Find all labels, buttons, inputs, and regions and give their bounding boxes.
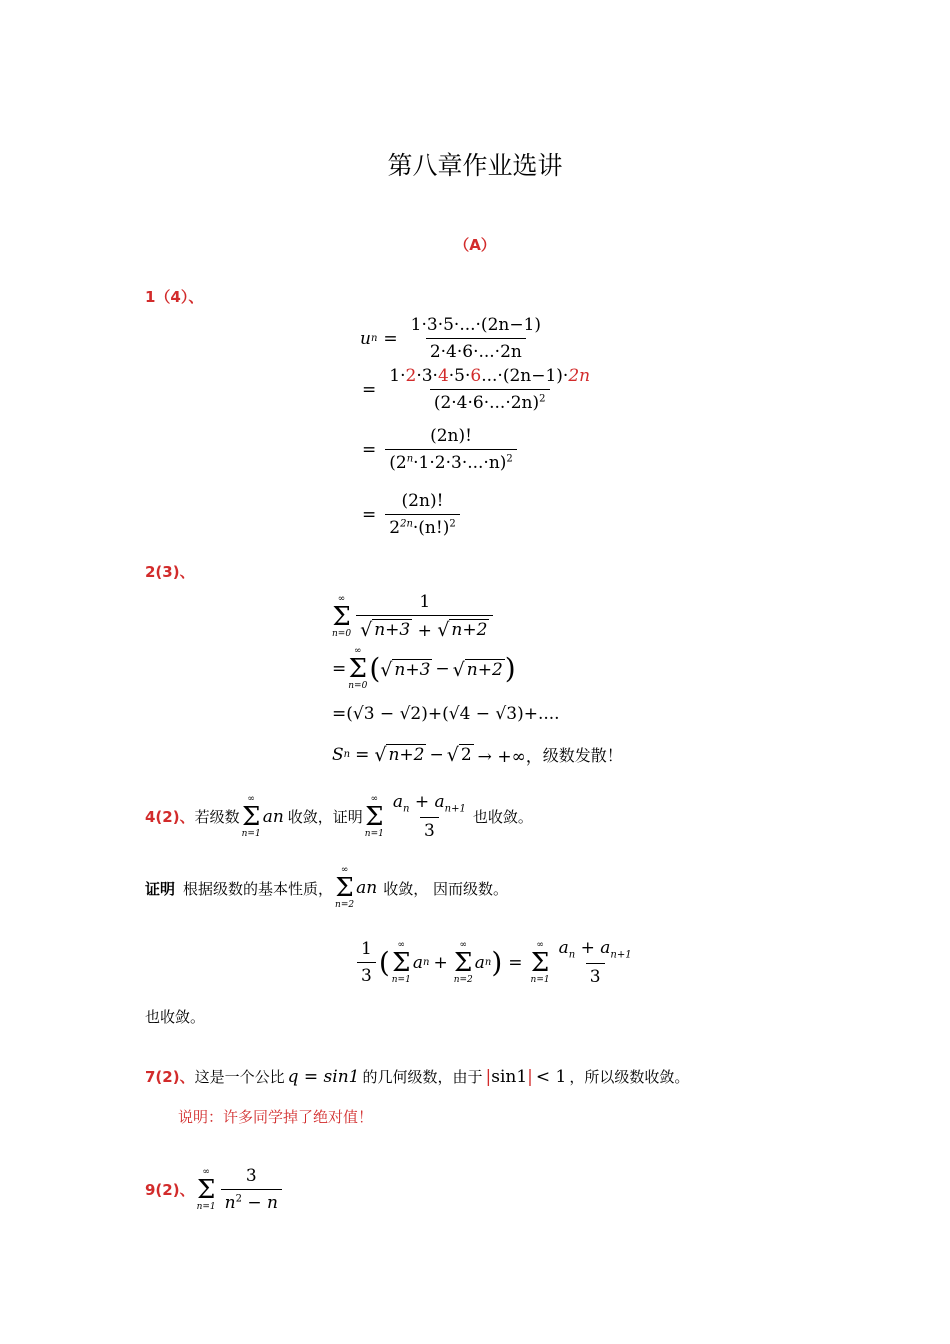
p1-eq-line4: = $\frac{(2n)!}{2^{2n}\cdot(n!)^2}$ xyxy=(362,491,463,538)
p1-frac1: $\frac{1\cdot 3\cdot 5\cdot...\cdot(2n-1)}{2\cdot 4\cdot 6\cdot...\cdot 2n}$ xyxy=(410,315,542,362)
proof-line: 证明 根据级数的基本性质， ∞ Σ n=2 a n 收敛， 因而级数。 xyxy=(145,865,508,910)
p1-eq-line1: u n = $\frac{1\cdot 3\cdot 5\cdot...\cdot(2n-1)}{2\cdot 4\cdot 6\cdot...\cdot 2n}$ xyxy=(360,315,548,362)
p2-eq-line2: = ∞ Σ n=0 ( √ n+3 − √ n+2 ) xyxy=(332,646,516,691)
p2-eq-line4: S n = √ n+2 − √ 2 → +∞， 级数发散！ xyxy=(332,744,623,767)
sigma-icon: ∞ Σ n=0 xyxy=(332,593,352,639)
note-text: 说明：许多同学掉了绝对值！ xyxy=(178,1108,374,1126)
proof-equation: $\frac{1}{3}$ ( ∞ Σ n=1 a n + ∞ Σ n=2 a n ) = ∞ Σ n=1 $\frac{a_n + a_{n+1}}{3}$ xyxy=(354,938,639,987)
p2-eq-line1: ∞ Σ n=0 1 √ n+3 + √ n+2 xyxy=(330,592,496,641)
proof-conclusion: 也收敛。 xyxy=(145,1008,206,1026)
p1-frac2: $\frac{1\cdot 2\cdot 3\cdot 4\cdot 5\cdot 6...\cdot(2n-1)\cdot 2n}{(2\cdot 4\cdot 6\cdot...\cdot 2n)^2}$ xyxy=(389,366,591,413)
p1-eq-line3: = $\frac{(2n)!}{(2^n\cdot 1\cdot 2\cdot 3\cdot...\cdot n)^2}$ xyxy=(362,426,520,473)
p1-eq-line2: = $\frac{1\cdot 2\cdot 3\cdot 4\cdot 5\cdot 6...\cdot(2n-1)\cdot 2n}{(2\cdot 4\cdot 6\cdot...\cdot 2n)^2}$ xyxy=(362,366,597,413)
p1-frac3: $\frac{(2n)!}{(2^n\cdot 1\cdot 2\cdot 3\cdot...\cdot n)^2}$ xyxy=(385,426,517,473)
problem-7-statement: 7(2)、 这是一个公比 q = sin1 的几何级数，由于 |sin1| < 1 ，所以级数收敛。 xyxy=(145,1066,690,1087)
problem-1-label: 1（4）、 xyxy=(145,288,204,306)
page-title: 第八章作业选讲 xyxy=(387,151,563,180)
section-heading: （A） xyxy=(454,236,496,254)
problem-2-label: 2(3)、 xyxy=(145,563,195,581)
p2-eq-line3: =(√3 − √2)+(√4 − √3)+.... xyxy=(332,704,560,724)
problem-9-statement: 9(2)、 ∞ Σ n=1 $\frac{3}{n^2 - n}$ xyxy=(145,1166,285,1213)
problem-4-statement: 4(2)、 若级数 ∞ Σ n=1 a n 收敛，证明 ∞ Σ n=1 $\frac{a_n + a_{n+1}}{3}$ 也收敛。 xyxy=(145,792,533,842)
p1-frac4: $\frac{(2n)!}{2^{2n}\cdot(n!)^2}$ xyxy=(385,491,459,538)
